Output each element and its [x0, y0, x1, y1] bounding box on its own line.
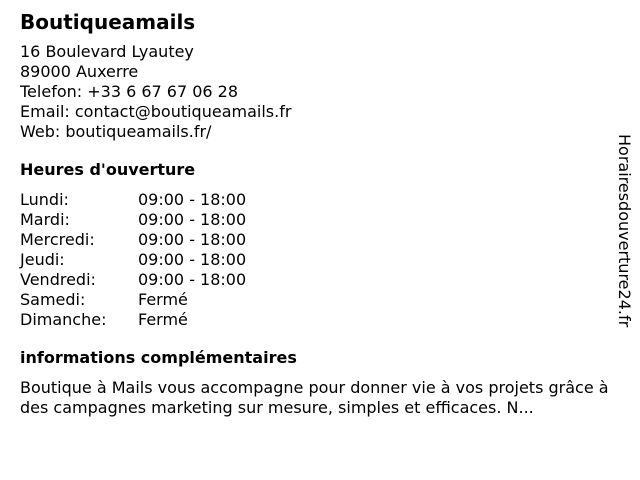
hours-row-wednesday	[20, 230, 246, 250]
contact-block	[20, 42, 610, 142]
day-hours: 09:00 - 18:00	[138, 210, 247, 229]
site-watermark: Horairesdouverture24.fr	[615, 134, 634, 328]
business-name: Boutiqueamails	[20, 10, 196, 34]
email-line: Email: contact@boutiqueamails.fr	[20, 102, 292, 121]
day-label: Samedi:	[20, 290, 86, 309]
address-city: 89000 Auxerre	[20, 62, 139, 81]
business-description: Boutique à Mails vous accompagne pour donner vie à vos projets grâce à des campagnes marketing sur mesure, simples et efficaces. N...	[20, 378, 609, 417]
day-hours: Fermé	[138, 290, 188, 309]
opening-hours-table	[20, 190, 246, 330]
hours-row-saturday	[20, 290, 246, 310]
address-street: 16 Boulevard Lyautey	[20, 42, 194, 61]
day-label: Dimanche:	[20, 310, 107, 329]
hours-row-thursday	[20, 250, 246, 270]
day-hours: Fermé	[138, 310, 188, 329]
hours-row-monday	[20, 190, 246, 210]
phone-line: Telefon: +33 6 67 67 06 28	[20, 82, 239, 101]
day-label: Jeudi:	[20, 250, 65, 269]
day-label: Mercredi:	[20, 230, 95, 249]
day-hours: 09:00 - 18:00	[138, 230, 247, 249]
day-hours: 09:00 - 18:00	[138, 250, 247, 269]
opening-hours-heading: Heures d'ouverture	[20, 160, 196, 179]
hours-row-sunday	[20, 310, 246, 330]
day-hours: 09:00 - 18:00	[138, 270, 247, 289]
day-label: Vendredi:	[20, 270, 96, 289]
business-card	[20, 10, 610, 418]
web-line: Web: boutiqueamails.fr/	[20, 122, 212, 141]
hours-row-friday	[20, 270, 246, 290]
day-label: Lundi:	[20, 190, 69, 209]
additional-info-heading: informations complémentaires	[20, 348, 297, 367]
day-hours: 09:00 - 18:00	[138, 190, 247, 209]
day-label: Mardi:	[20, 210, 70, 229]
hours-row-tuesday	[20, 210, 246, 230]
